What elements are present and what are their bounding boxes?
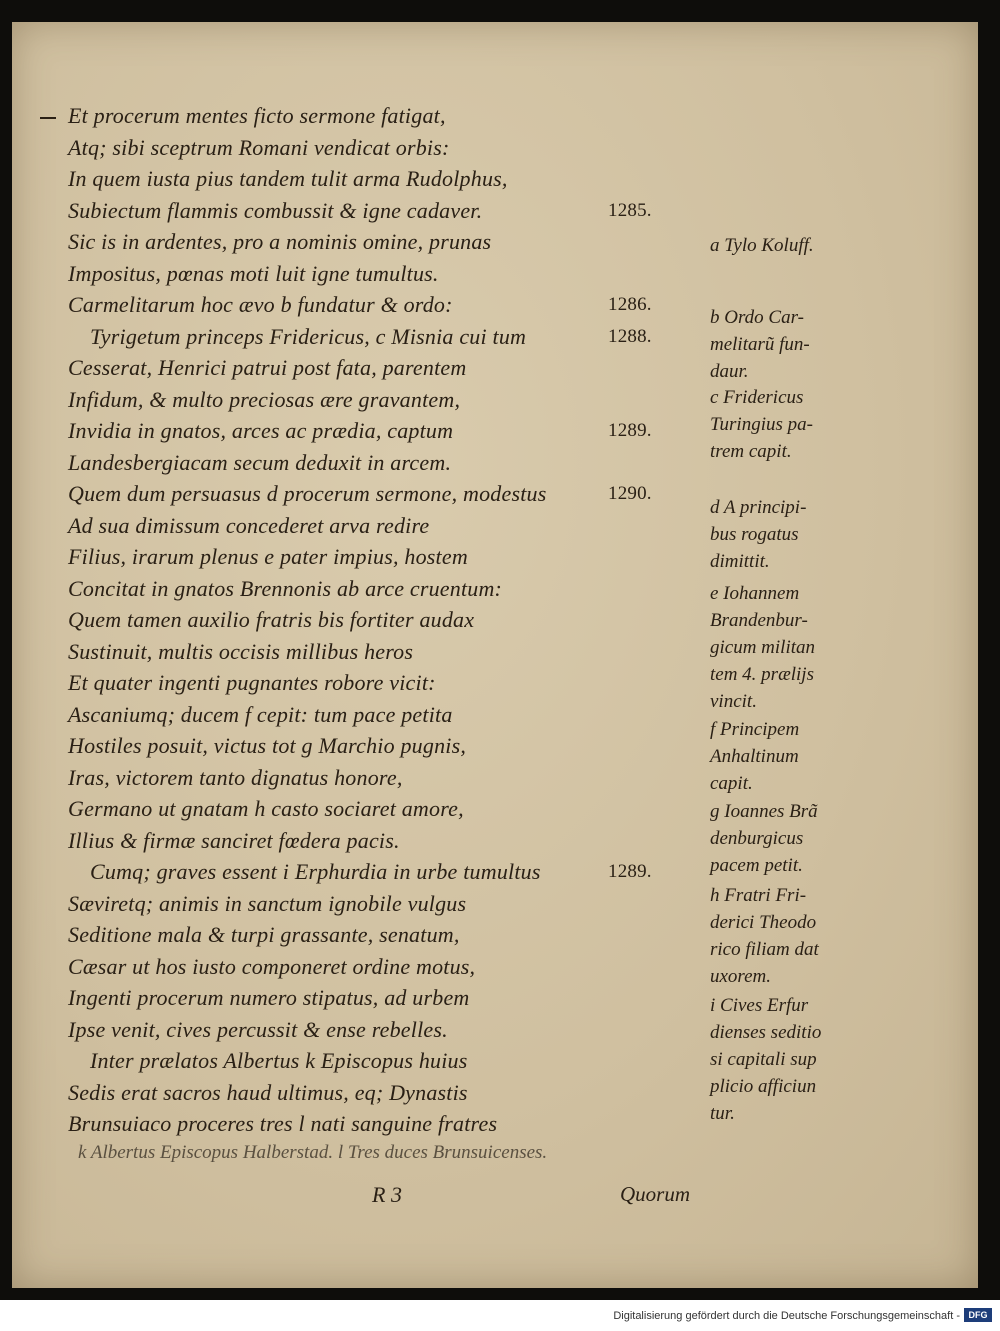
margin-note-line: dimittit. <box>710 551 770 572</box>
verse-text: Sic is in ardentes, pro a nominis omine, prunas <box>68 229 492 254</box>
margin-note <box>710 384 813 465</box>
verse-line <box>68 1077 708 1109</box>
verse-text: Ipse venit, cives percussit & ense rebelles. <box>68 1016 448 1042</box>
verse-line <box>68 1108 708 1140</box>
digitization-footer <box>0 1300 1000 1331</box>
margin-note-line: bus rogatus <box>710 524 799 545</box>
verse-line <box>68 888 708 920</box>
verse-line <box>68 352 708 384</box>
margin-note-line: Turingius pa- <box>710 414 813 435</box>
verse-text: Infidum, & multo preciosas ære gravantem, <box>68 386 461 412</box>
margin-note-line: tem 4. prælijs <box>710 664 814 685</box>
verse-line <box>68 289 708 321</box>
margin-note-line: vincit. <box>710 691 757 712</box>
margin-note-line: h Fratri Fri- <box>710 885 807 906</box>
margin-note-line: si capitali sup <box>710 1049 817 1070</box>
verse-line <box>68 762 708 794</box>
margin-note <box>710 716 799 797</box>
margin-note-line: daur. <box>710 361 749 382</box>
verse-text: Carmelitarum hoc ævo b fundatur & ordo: <box>68 292 453 317</box>
book-page <box>12 22 978 1288</box>
verse-text: Sedis erat sacros haud ultimus, eq; Dynastis <box>68 1079 468 1105</box>
verse-text: Inter prælatos Albertus k Episcopus huius <box>90 1048 468 1073</box>
year-number: 1289. <box>608 420 652 441</box>
year-number: 1290. <box>608 483 652 504</box>
verse-text: Cæsar ut hos iusto componeret ordine motus, <box>68 953 476 979</box>
verse-line <box>68 573 708 605</box>
footer-text: Digitalisierung gefördert durch die Deutsche Forschungsgemeinschaft - <box>613 1310 960 1322</box>
margin-note <box>710 232 814 259</box>
verse-text: Concitat in gnatos Brennonis ab arce cruentum: <box>68 575 503 601</box>
margin-note <box>710 580 815 715</box>
verse-line <box>68 258 708 290</box>
verse-line <box>68 667 708 699</box>
verse-text: Ad sua dimissum concederet arva redire <box>68 512 430 538</box>
margin-note-line: gicum militan <box>710 637 816 658</box>
verse-text: Germano ut gnatam h casto sociaret amore, <box>68 796 464 821</box>
verse-block <box>68 100 708 1140</box>
signature-mark: R 3 <box>372 1182 402 1207</box>
verse-line <box>68 699 708 731</box>
verse-text: Seditione mala & turpi grassante, senatum, <box>68 922 460 947</box>
footnote-line: k Albertus Episcopus Halberstad. l Tres duces Brunsuicenses. <box>78 1142 548 1163</box>
verse-line <box>68 1045 708 1077</box>
margin-note <box>710 992 821 1127</box>
verse-text: Impositus, pœnas moti luit igne tumultus. <box>68 260 439 286</box>
margin-note-line: dienses seditio <box>710 1022 822 1043</box>
verse-text: Invidia in gnatos, arces ac prædia, captum <box>68 418 454 443</box>
margin-note-line: g Ioannes Brã <box>710 801 818 822</box>
verse-line <box>68 951 708 983</box>
margin-note-line: melitarũ fun- <box>710 334 810 355</box>
verse-text: Et procerum mentes ficto sermone fatigat, <box>68 103 446 128</box>
verse-line <box>68 825 708 857</box>
year-number: 1286. <box>608 294 652 315</box>
verse-text: Subiectum flammis combussit & igne cadaver. <box>68 197 483 223</box>
verse-text: Landesbergiacam secum deduxit in arcem. <box>68 449 452 475</box>
margin-note <box>710 304 810 385</box>
verse-line <box>68 447 708 479</box>
verse-text: Filius, irarum plenus e pater impius, hostem <box>68 544 468 569</box>
verse-line <box>68 510 708 542</box>
verse-line <box>68 321 708 353</box>
verse-line <box>68 730 708 762</box>
verse-text: In quem iusta pius tandem tulit arma Rudolphus, <box>68 166 508 191</box>
catchword: Quorum <box>620 1182 691 1206</box>
verse-line <box>68 478 708 510</box>
verse-text: Quem dum persuasus d procerum sermone, modestus <box>68 481 547 506</box>
verse-line <box>68 132 708 164</box>
verse-text: Et quater ingenti pugnantes robore vicit: <box>68 670 436 695</box>
margin-note-line: d A principi- <box>710 497 807 518</box>
verse-line <box>68 982 708 1014</box>
verse-line <box>68 604 708 636</box>
verse-line <box>68 163 708 195</box>
margin-note-line: Brandenbur- <box>710 610 808 631</box>
margin-note-line: i Cives Erfur <box>710 995 809 1016</box>
verse-line <box>68 415 708 447</box>
verse-line <box>68 636 708 668</box>
verse-text: Atq; sibi sceptrum Romani vendicat orbis: <box>68 134 450 160</box>
verse-text: Hostiles posuit, victus tot g Marchio pugnis, <box>68 733 467 758</box>
margin-note-line: f Principem <box>710 719 800 740</box>
year-number: 1289. <box>608 861 652 882</box>
margin-note <box>710 494 806 575</box>
verse-line <box>68 195 708 227</box>
dfg-logo: DFG <box>964 1308 992 1322</box>
margin-note-line: rico filiam dat <box>710 939 819 960</box>
verse-line <box>68 1014 708 1046</box>
verse-line <box>68 919 708 951</box>
margin-note-line: pacem petit. <box>710 855 803 876</box>
year-number: 1285. <box>608 199 652 221</box>
year-number: 1288. <box>608 325 652 347</box>
verse-line <box>68 384 708 416</box>
margin-note-line: trem capit. <box>710 441 792 462</box>
margin-note-line: derici Theodo <box>710 912 817 933</box>
margin-note-line: plicio afficiun <box>710 1076 817 1097</box>
margin-note-line: c Fridericus <box>710 387 804 408</box>
verse-text: Tyrigetum princeps Fridericus, c Misnia cui tum <box>90 323 527 349</box>
margin-note <box>710 882 819 990</box>
verse-line <box>68 100 708 132</box>
verse-text: Iras, victorem tanto dignatus honore, <box>68 764 403 790</box>
verse-line <box>68 856 708 888</box>
margin-note-line: capit. <box>710 773 753 794</box>
verse-line <box>68 793 708 825</box>
verse-text: Cesserat, Henrici patrui post fata, parentem <box>68 355 467 380</box>
verse-text: Sæviretq; animis in sanctum ignobile vulgus <box>68 890 467 916</box>
margin-note-line: uxorem. <box>710 966 772 987</box>
margin-note-line: denburgicus <box>710 828 804 849</box>
margin-note-line: e Iohannem <box>710 583 800 604</box>
verse-text: Sustinuit, multis occisis millibus heros <box>68 638 414 664</box>
verse-line <box>68 226 708 258</box>
verse-line <box>68 541 708 573</box>
margin-note-line: Anhaltinum <box>710 746 799 767</box>
verse-text: Ascaniumq; ducem f cepit: tum pace petita <box>68 701 453 727</box>
verse-text: Cumq; graves essent i Erphurdia in urbe tumultus <box>90 859 541 884</box>
verse-text: Ingenti procerum numero stipatus, ad urbem <box>68 985 470 1010</box>
margin-note-line: tur. <box>710 1103 735 1124</box>
margin-note-line: b Ordo Car- <box>710 307 804 328</box>
margin-note-line: a Tylo Koluff. <box>710 235 814 256</box>
margin-note <box>710 798 818 879</box>
verse-text: Illius & firmæ sanciret fœdera pacis. <box>68 827 400 853</box>
verse-text: Quem tamen auxilio fratris bis fortiter audax <box>68 607 475 632</box>
verse-text: Brunsuiaco proceres tres l nati sanguine fratres <box>68 1111 498 1136</box>
